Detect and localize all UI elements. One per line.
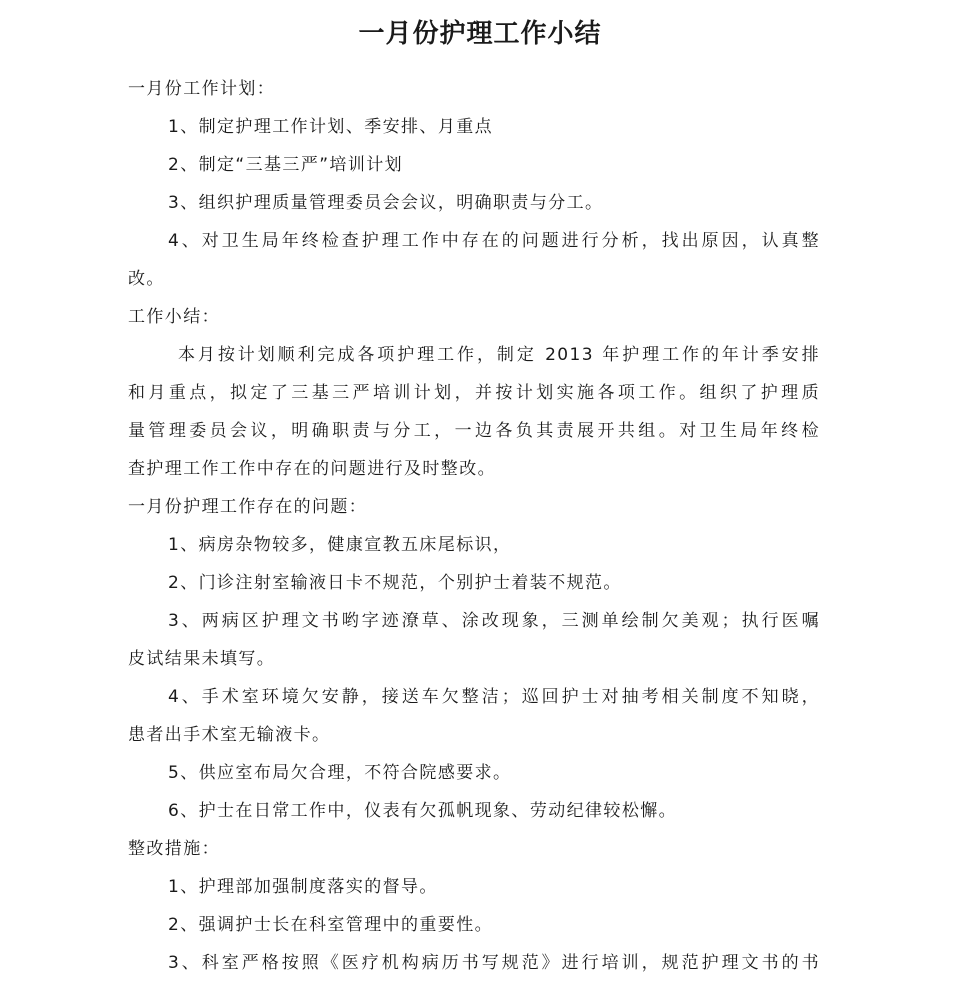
problem-item: 3、两病区护理文书哟字迹潦草、涂改现象，三测单绘制欠美观；执行医嘱 bbox=[168, 611, 820, 631]
plan-heading: 一月份工作计划： bbox=[128, 79, 276, 99]
measures-heading: 整改措施： bbox=[128, 839, 220, 859]
plan-item: 3、组织护理质量管理委员会会议，明确职责与分工。 bbox=[168, 193, 604, 213]
problem-item: 2、门诊注射室输液日卡不规范，个别护士着装不规范。 bbox=[168, 573, 622, 593]
plan-item: 2、制定“三基三严”培训计划 bbox=[168, 155, 404, 175]
problem-item-continuation: 皮试结果未填写。 bbox=[128, 649, 276, 669]
summary-paragraph-line: 和月重点，拟定了三基三严培训计划，并按计划实施各项工作。组织了护理质 bbox=[128, 383, 820, 403]
problems-heading: 一月份护理工作存在的问题： bbox=[128, 497, 368, 517]
problem-item: 4、手术室环境欠安静，接送车欠整洁；巡回护士对抽考相关制度不知晓， bbox=[168, 687, 820, 707]
problem-item: 6、护士在日常工作中，仪表有欠孤帆现象、劳动纪律较松懈。 bbox=[168, 801, 678, 821]
plan-item-continuation: 改。 bbox=[128, 269, 165, 289]
measure-item: 2、强调护士长在科室管理中的重要性。 bbox=[168, 915, 494, 935]
summary-heading: 工作小结： bbox=[128, 307, 220, 327]
problem-item-continuation: 患者出手术室无输液卡。 bbox=[128, 725, 331, 745]
summary-paragraph-line: 本月按计划顺利完成各项护理工作，制定 2013 年护理工作的年计季安排 bbox=[178, 345, 820, 365]
document-body bbox=[128, 70, 820, 982]
measure-item: 3、科室严格按照《医疗机构病历书写规范》进行培训，规范护理文书的书 bbox=[168, 953, 820, 973]
measure-item: 1、护理部加强制度落实的督导。 bbox=[168, 877, 438, 897]
plan-item: 1、制定护理工作计划、季安排、月重点 bbox=[168, 117, 494, 137]
summary-paragraph-line: 查护理工作工作中存在的问题进行及时整改。 bbox=[128, 459, 496, 479]
plan-item: 4、对卫生局年终检查护理工作中存在的问题进行分析，找出原因，认真整 bbox=[168, 231, 820, 251]
problem-item: 1、病房杂物较多，健康宣教五床尾标识， bbox=[168, 535, 512, 555]
summary-paragraph-line: 量管理委员会议，明确职责与分工，一边各负其责展开共组。对卫生局年终检 bbox=[128, 421, 820, 441]
problem-item: 5、供应室布局欠合理，不符合院感要求。 bbox=[168, 763, 512, 783]
document-title: 一月份护理工作小结 bbox=[358, 19, 602, 49]
